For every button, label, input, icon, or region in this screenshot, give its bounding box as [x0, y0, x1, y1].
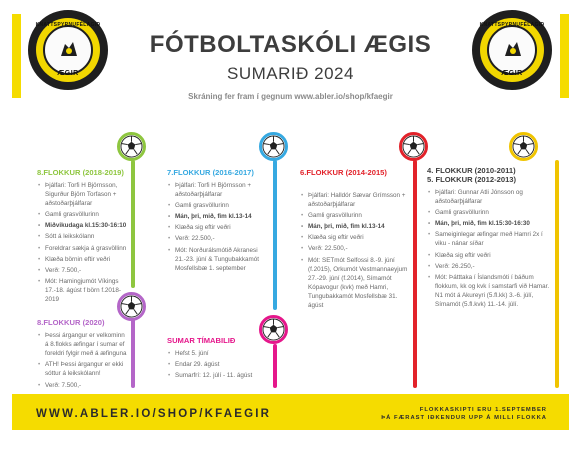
page-subtitle: SUMARIÐ 2024 — [227, 64, 354, 83]
list-item: • Þessi árgangur er velkominn á 8.flokks æfingar í sumar ef foreldri fylgir með á æfinguna — [45, 331, 129, 358]
column-7-flokkur — [167, 168, 269, 275]
list-item: • Mót: SETmót Selfossi 8.-9. júní (f.2015), Orkumót Vestmannaeyjum 27.-29. júní (f.2014), Símamót Kópavogur (kvk) með Hamri, Tungubakkamót Mosfellsbæ 31. ágúst — [308, 256, 408, 311]
list-item: • Verð: 7.500,- — [45, 266, 129, 275]
list-item: • Mót: Norðurálsmótið Akranesi 21.-23. júní & Tungubakkamót Mosfellsbæ 1. september — [175, 246, 269, 273]
list-item: • Gamli grasvöllurinn — [435, 208, 551, 217]
list-item: • ATH! Þessi árgangur er ekki sóttur á leikskólann! — [45, 360, 129, 378]
list-item: • Klæða sig eftir veðri — [175, 223, 269, 232]
footer-note-line1: FLOKKASKIPTI ERU 1.SEPTEMBER — [419, 407, 547, 413]
list-item: • Sumarfrí: 12. júlí - 11. ágúst — [175, 371, 269, 380]
green-line — [131, 160, 135, 288]
column-title: 4. FLOKKUR (2010-2011) 5. FLOKKUR (2012-2013) — [427, 166, 517, 184]
footer-url[interactable]: WWW.ABLER.IO/SHOP/KFAEGIR — [36, 408, 272, 420]
list-item: • Klæða sig eftir veðri — [435, 251, 551, 260]
list-item: • Þjálfari: Gunnar Atli Jónsson og aðstoðarþjálfarar — [435, 188, 551, 206]
list-item: • Mán, þri, mið, fim kl.15:30-16:30 — [435, 219, 551, 228]
soccer-ball-icon-red — [399, 132, 428, 161]
section-title: SUMAR TÍMABILIÐ — [167, 336, 236, 345]
section-sumar-timabil — [167, 336, 269, 382]
registration-text: Skráning fer fram í gegnum www.abler.io/shop/kfaegir — [188, 92, 393, 101]
column-4-5-flokkur — [427, 166, 551, 311]
list-item: • Þjálfari: Torfi H Björnsson + aðstoðarþjálfarar — [175, 181, 269, 199]
list-item: • Sótt á leikskólann — [45, 232, 129, 241]
list-item: • Sameiginlegar æfingar með Hamri 2x í viku - nánar síðar — [435, 230, 551, 248]
soccer-ball-icon-blue — [259, 132, 288, 161]
column-title: 6.FLOKKUR (2014-2015) — [300, 168, 387, 177]
list-item: • Þjálfari: Torfi H Björnsson, Sigurður Björn Torfason + aðstoðarþjálfarar — [45, 181, 129, 208]
list-item: • Verð: 7.500,- — [45, 381, 129, 390]
list-item: • Mán, þri, mið, fim kl.13-14 — [175, 212, 269, 221]
list-item: • Mót: Hamingjumót Víkings 17.-18. ágúst f börn f.2018-2019 — [45, 277, 129, 304]
footer-note-line2: ÞÁ FÆRAST IÐKENDUR UPP Á MILLI FLOKKA — [381, 415, 547, 421]
logo-arc-text: KNATTSPYRNUFÉLAGIÐ — [35, 22, 101, 28]
soccer-ball-icon-gold — [509, 132, 538, 161]
column-title: 7.FLOKKUR (2016-2017) — [167, 168, 254, 177]
logo-name: ÆGIR — [57, 70, 79, 77]
column-title: 8.FLOKKUR (2018-2019) — [37, 168, 124, 177]
red-line — [413, 160, 417, 388]
section-8-flokkur-2020 — [37, 318, 129, 392]
pink-line — [273, 344, 277, 388]
list-item: • Gamli grasvöllurinn — [45, 210, 129, 219]
list-item: • Klæða sig eftir veðri — [308, 233, 408, 242]
column-8-flokkur-2018-2019 — [37, 168, 129, 306]
list-item: • Gamli grasvöllurinn — [308, 211, 408, 220]
logo-arc-text: KNATTSPYRNUFÉLAGIÐ — [479, 22, 545, 28]
column-6-flokkur — [300, 168, 408, 312]
list-item: • Klæða börnin eftir veðri — [45, 255, 129, 264]
list-item: • Endar 29. ágúst — [175, 360, 269, 369]
soccer-ball-icon-green — [117, 132, 146, 161]
gold-line — [555, 160, 559, 388]
list-item: • Miðvikudaga kl.15:30-16:10 — [45, 221, 129, 230]
blue-line — [273, 160, 277, 310]
logo-name: ÆGIR — [501, 70, 523, 77]
list-item: • Verð: 22.500,- — [175, 234, 269, 243]
section-title: 8.FLOKKUR (2020) — [37, 318, 105, 327]
list-item: • Mót: Þátttaka í Íslandsmóti í báðum flokkum, kk og kvk í samstarfi við Hamar. N1 mót á Akureyri (5.fl.kk) 3.-6. júlí, Símamót (5.fl.kvk) 11.-14. júlí. — [435, 273, 551, 309]
list-item: • Mán, þri, mið, fim kl.13-14 — [308, 222, 408, 231]
list-item: • Foreldrar sækja á grasvöllinn — [45, 244, 129, 253]
footer-note — [381, 406, 547, 422]
list-item: • Verð: 22.500,- — [308, 244, 408, 253]
list-item: • Hefst 5. júní — [175, 349, 269, 358]
list-item: • Gamli grasvöllurinn — [175, 201, 269, 210]
list-item: • Þjálfari: Halldór Sævar Grímsson + aðstoðarþjálfarar — [308, 191, 408, 209]
purple-line — [131, 318, 135, 388]
page-title: FÓTBOLTASKÓLI ÆGIS — [149, 31, 432, 58]
list-item: • Verð: 26.250,- — [435, 262, 551, 271]
